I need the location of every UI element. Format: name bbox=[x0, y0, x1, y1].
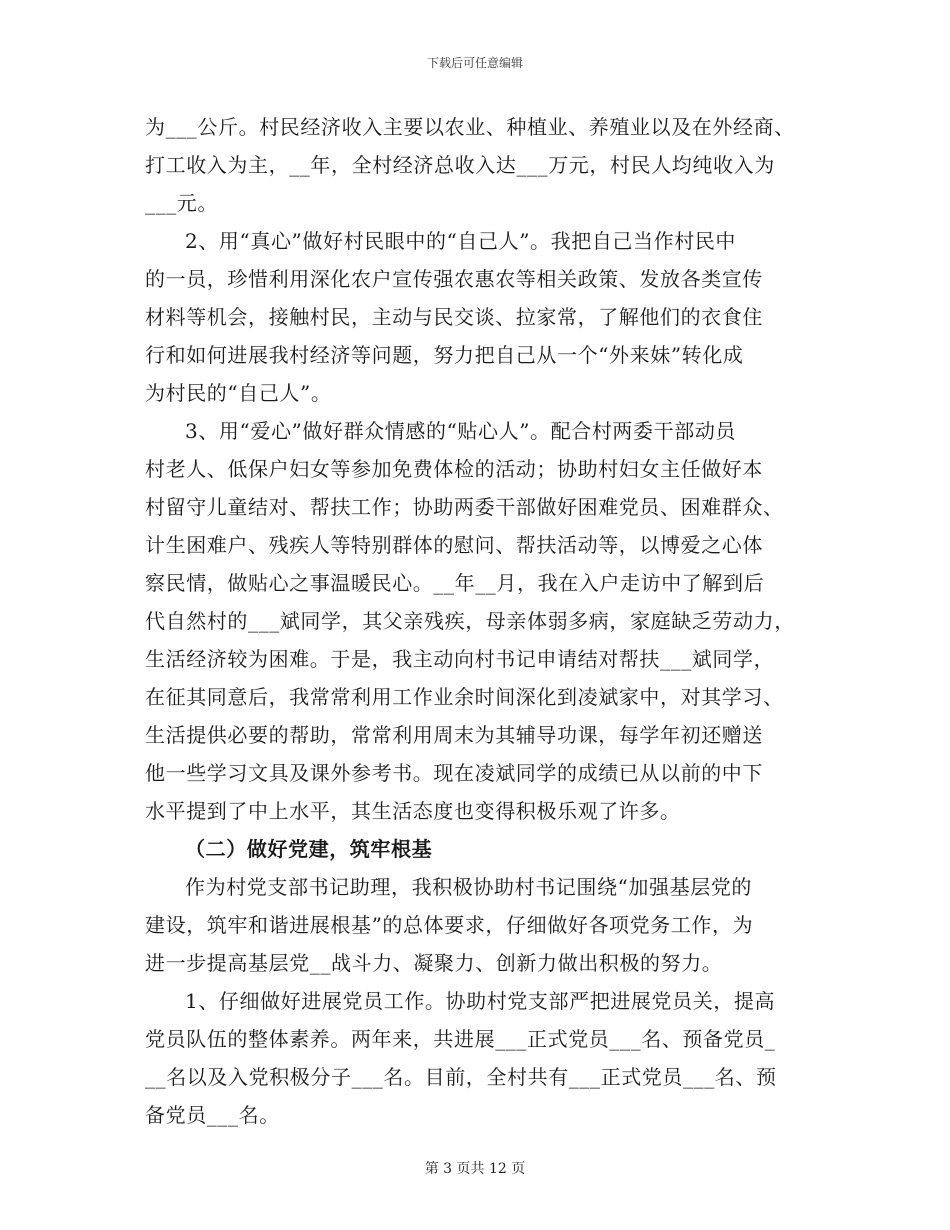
body-line: 生活经济较为困难。于是，我主动向村书记申请结对帮扶___斌同学， bbox=[145, 647, 775, 671]
body-line: 备党员___名。 bbox=[145, 1103, 280, 1127]
page-header: 下载后可任意编辑 bbox=[426, 56, 523, 70]
body-line: 1、仔细做好进展党员工作。协助村党支部严把进展党员关，提高 bbox=[185, 989, 776, 1013]
body-line: 进一步提高基层党__战斗力、凝聚力、创新力做出积极的努力。 bbox=[145, 951, 723, 975]
body-line: 生活提供必要的帮助，常常利用周末为其辅导功课，每学年初还赠送 bbox=[145, 723, 763, 747]
body-line: 的一员，珍惜利用深化农户宣传强农惠农等相关政策、发放各类宣传 bbox=[145, 267, 763, 291]
body-line: 为村民的“自己人”。 bbox=[145, 381, 332, 405]
body-line: 为___公斤。村民经济收入主要以农业、种植业、养殖业以及在外经商、 bbox=[145, 115, 795, 139]
body-line: 材料等机会，接触村民，主动与民交谈、拉家常，了解他们的衣食住 bbox=[145, 305, 763, 329]
body-line: 代自然村的___斌同学，其父亲残疾，母亲体弱多病，家庭缺乏劳动力， bbox=[145, 609, 795, 633]
body-line: 作为村党支部书记助理，我积极协助村书记围绕“加强基层党的 bbox=[185, 875, 753, 899]
body-line: 计生困难户、残疾人等特别群体的慰问、帮扶活动等，以博爱之心体 bbox=[145, 533, 763, 557]
body-line: 打工收入为主，__年，全村经济总收入达___万元，村民人均纯收入为 bbox=[145, 153, 775, 177]
body-line: 村留守儿童结对、帮扶工作；协助两委干部做好困难党员、困难群众、 bbox=[145, 495, 784, 519]
body-line: 党员队伍的整体素养。两年来，共进展___正式党员___名、预备党员_ bbox=[145, 1027, 776, 1051]
body-line: 察民情，做贴心之事温暖民心。__年__月，我在入户走访中了解到后 bbox=[145, 571, 765, 595]
body-line: 3、用“爱心”做好群众情感的“贴心人”。配合村两委干部动员 bbox=[185, 419, 737, 443]
body-line: 他一些学习文具及课外参考书。现在凌斌同学的成绩已从以前的中下 bbox=[145, 761, 763, 785]
body-line: ___元。 bbox=[145, 191, 218, 215]
page-number: 第 3 页共 12 页 bbox=[424, 1161, 526, 1177]
body-line: 水平提到了中上水平，其生活态度也变得积极乐观了许多。 bbox=[145, 799, 681, 823]
body-line: 2、用“真心”做好村民眼中的“自己人”。我把自己当作村民中 bbox=[185, 229, 737, 253]
body-line: 村老人、低保户妇女等参加免费体检的活动；协助村妇女主任做好本 bbox=[145, 457, 763, 481]
body-line: __名以及入党积极分子___名。目前，全村共有___正式党员___名、预 bbox=[145, 1065, 777, 1089]
section-heading: （二）做好党建，筑牢根基 bbox=[185, 837, 433, 861]
body-line: 在征其同意后，我常常利用工作业余时间深化到凌斌家中，对其学习、 bbox=[145, 685, 784, 709]
body-line: 行和如何进展我村经济等问题，努力把自己从一个“外来妹”转化成 bbox=[145, 343, 744, 367]
body-line: 建设，筑牢和谐进展根基”的总体要求，仔细做好各项党务工作，为 bbox=[145, 913, 754, 937]
